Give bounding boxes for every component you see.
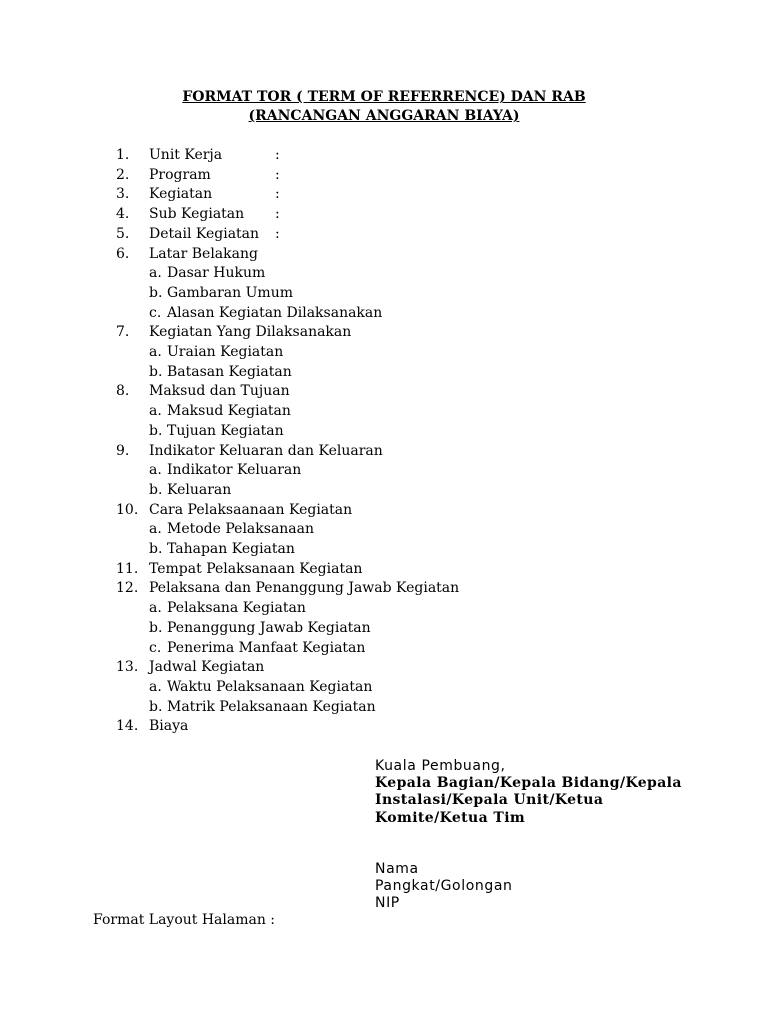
item-number: 14. <box>116 718 139 735</box>
subitem-letter: a. <box>149 678 162 695</box>
item-label: Unit Kerja <box>149 147 223 163</box>
subitem-letter: c. <box>149 639 162 656</box>
subitem-label: Uraian Kegiatan <box>167 344 284 360</box>
subitem-letter: b. <box>149 541 163 557</box>
item-label: Biaya <box>149 718 189 735</box>
signature-nip: NIP <box>375 895 400 911</box>
item-label: Maksud dan Tujuan <box>149 383 290 400</box>
subitem-label: Maksud Kegiatan <box>167 403 291 420</box>
signature-rank: Pangkat/Golongan <box>375 878 513 894</box>
item-number: 10. <box>116 501 139 518</box>
signature-name: Nama <box>375 861 419 877</box>
item-number: 1. <box>116 147 130 163</box>
item-label: Pelaksana dan Penanggung Jawab Kegiatan <box>149 580 460 597</box>
subitem-label: Alasan Kegiatan Dilaksanakan <box>167 304 383 321</box>
subitem-letter: b. <box>149 422 163 439</box>
footer-label: Format Layout Halaman : <box>93 912 276 928</box>
item-number: 8. <box>116 383 130 400</box>
item-label: Latar Belakang <box>149 245 258 262</box>
subitem-letter: b. <box>149 619 163 636</box>
item-number: 2. <box>116 166 130 183</box>
item-label: Kegiatan Yang Dilaksanakan <box>149 324 352 341</box>
subitem-label: Penanggung Jawab Kegiatan <box>167 619 371 636</box>
item-colon: : <box>275 186 280 203</box>
subitem-letter: a. <box>149 600 162 617</box>
subitem-label: Waktu Pelaksanaan Kegiatan <box>167 678 373 695</box>
item-label: Kegiatan <box>149 186 213 203</box>
subitem-letter: b. <box>149 284 163 301</box>
item-number: 12. <box>116 580 139 597</box>
item-label: Sub Kegiatan <box>149 206 245 223</box>
signature-role-line3: Komite/Ketua Tim <box>375 810 526 826</box>
signature-role-line2: Instalasi/Kepala Unit/Ketua <box>375 792 604 808</box>
item-label: Program <box>149 166 211 183</box>
subitem-letter: a. <box>149 521 162 538</box>
item-label: Cara Pelaksaanaan Kegiatan <box>149 501 353 518</box>
subitem-label: Penerima Manfaat Kegiatan <box>167 639 366 656</box>
item-colon: : <box>275 225 280 242</box>
item-number: 5. <box>116 225 130 242</box>
subitem-letter: a. <box>149 462 162 479</box>
document-title-line1: FORMAT TOR ( TERM OF REFERRENCE) DAN RAB <box>182 89 586 105</box>
subitem-letter: b. <box>149 363 163 380</box>
item-label: Indikator Keluaran dan Keluaran <box>149 442 383 459</box>
subitem-label: Dasar Hukum <box>167 265 266 282</box>
subitem-label: Gambaran Umum <box>167 284 293 301</box>
subitem-label: Tahapan Kegiatan <box>167 541 295 557</box>
item-colon: : <box>275 206 280 223</box>
item-number: 7. <box>116 324 130 341</box>
subitem-label: Metode Pelaksanaan <box>167 521 315 538</box>
subitem-label: Indikator Keluaran <box>167 462 302 479</box>
item-label: Tempat Pelaksanaan Kegiatan <box>149 560 363 577</box>
subitem-label: Batasan Kegiatan <box>167 363 292 380</box>
item-colon: : <box>275 166 280 183</box>
subitem-letter: a. <box>149 265 162 282</box>
subitem-letter: a. <box>149 403 162 420</box>
item-number: 4. <box>116 206 130 223</box>
subitem-letter: c. <box>149 304 162 321</box>
subitem-label: Tujuan Kegiatan <box>167 422 284 439</box>
document-title-line2: (RANCANGAN ANGGARAN BIAYA) <box>248 108 520 124</box>
signature-place: Kuala Pembuang, <box>375 758 506 774</box>
signature-role-line1: Kepala Bagian/Kepala Bidang/Kepala <box>375 775 682 791</box>
item-number: 13. <box>116 659 139 676</box>
subitem-label: Pelaksana Kegiatan <box>167 600 306 617</box>
subitem-letter: b. <box>149 481 163 498</box>
item-colon: : <box>275 147 280 163</box>
item-label: Jadwal Kegiatan <box>149 659 265 676</box>
item-label: Detail Kegiatan <box>149 225 260 242</box>
subitem-label: Matrik Pelaksanaan Kegiatan <box>167 698 376 715</box>
item-number: 9. <box>116 442 130 459</box>
item-number: 3. <box>116 186 130 203</box>
subitem-label: Keluaran <box>167 481 232 498</box>
subitem-letter: b. <box>149 698 163 715</box>
item-number: 11. <box>116 560 139 577</box>
item-number: 6. <box>116 245 130 262</box>
subitem-letter: a. <box>149 344 162 360</box>
